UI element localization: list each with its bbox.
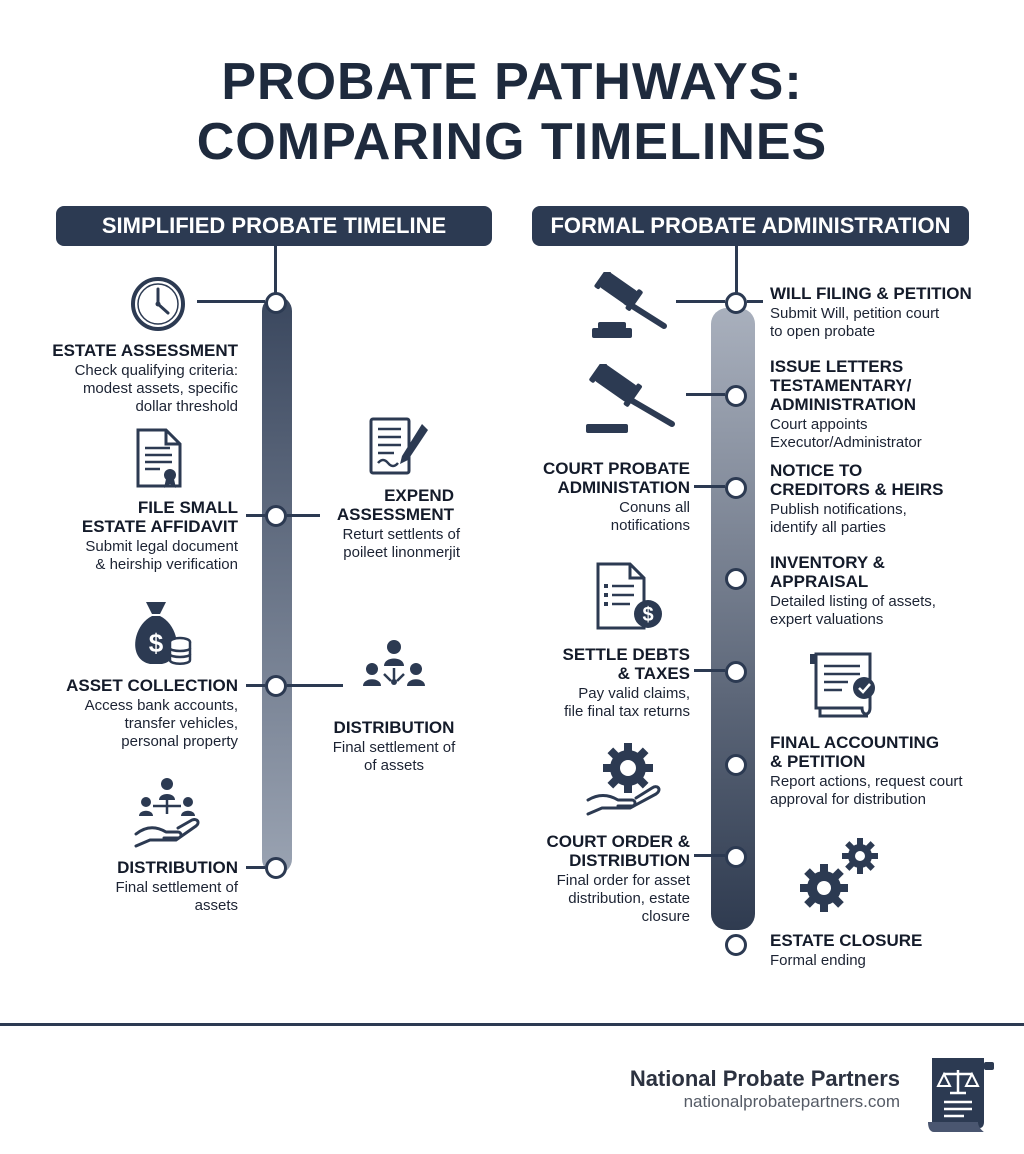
connector [694, 485, 725, 488]
svg-text:$: $ [148, 628, 164, 658]
step-title: COURT ORDER & [546, 832, 690, 851]
step-title: DISTRIBUTION [117, 858, 238, 877]
step-title: CREDITORS & HEIRS [770, 480, 944, 499]
simplified-timeline-bar [262, 296, 292, 874]
timeline-node [725, 292, 747, 314]
step-description: Returt settlents of [342, 526, 460, 543]
legal-scroll-logo-icon [922, 1052, 1002, 1134]
timeline-node [725, 754, 747, 776]
step-description: Executor/Administrator [770, 434, 922, 451]
step-description: of assets [363, 757, 425, 774]
people-network-icon [362, 638, 426, 694]
timeline-node [725, 934, 747, 956]
step-description: distribution, estate [568, 890, 690, 907]
step-description: assets [194, 897, 238, 914]
step-description: Publish notifications, [770, 501, 907, 518]
connector [246, 866, 265, 869]
step-title: SETTLE DEBTS [562, 645, 690, 664]
hand-people-icon [132, 776, 202, 848]
timeline-node [725, 568, 747, 590]
footer-divider [0, 1023, 1024, 1026]
step-title: ESTATE AFFIDAVIT [81, 517, 238, 536]
hand-gear-icon [584, 742, 666, 818]
document-pen-icon [368, 416, 430, 478]
timeline-node [265, 292, 287, 314]
step-description: Submit legal document [85, 538, 238, 555]
step-description: Check qualifying criteria: [74, 362, 238, 379]
formal-timeline-header: FORMAL PROBATE ADMINISTRATION [532, 206, 969, 246]
step-title: WILL FILING & PETITION [770, 284, 972, 303]
step-description: personal property [121, 733, 238, 750]
money-bag-icon [128, 598, 192, 668]
step-title: ADMINISTATION [557, 478, 690, 497]
step-title: ASSESSMENT [336, 505, 454, 524]
connector [246, 684, 265, 687]
step-title: & PETITION [770, 752, 866, 771]
step-description: closure [641, 908, 690, 925]
simplified-timeline-header: SIMPLIFIED PROBATE TIMELINE [56, 206, 492, 246]
connector [694, 854, 725, 857]
step-description: Court appoints [770, 416, 868, 433]
step-title: COURT PROBATE [542, 459, 690, 478]
step-title: TESTAMENTARY/ [770, 376, 912, 395]
step-description: modest assets, specific [82, 380, 238, 397]
document-dollar-icon [594, 562, 666, 632]
step-description: dollar threshold [135, 398, 238, 415]
timeline-node [725, 477, 747, 499]
step-title: FILE SMALL [137, 498, 238, 517]
step-title: EXPEND [384, 486, 454, 505]
connector [686, 393, 725, 396]
page-title-line1: PROBATE PATHWAYS: [221, 53, 803, 111]
connector [197, 300, 265, 303]
step-title: APPRAISAL [770, 572, 869, 591]
step-title: NOTICE TO [770, 461, 863, 480]
step-title: DISTRIBUTION [569, 851, 690, 870]
timeline-node [265, 857, 287, 879]
step-title: & TAXES [617, 664, 690, 683]
document-seal-icon [134, 428, 184, 490]
step-description: file final tax returns [564, 703, 690, 720]
step-description: Detailed listing of assets, [770, 593, 936, 610]
step-description: to open probate [770, 323, 876, 340]
brand-url: nationalprobatepartners.com [683, 1092, 900, 1111]
gavel-icon [590, 272, 670, 342]
step-description: Formal ending [770, 952, 866, 969]
brand-name: National Probate Partners [629, 1066, 900, 1091]
certificate-icon [806, 650, 882, 720]
gears-icon [798, 836, 882, 916]
step-description: Pay valid claims, [578, 685, 690, 702]
connector [676, 300, 725, 303]
step-title: INVENTORY & [770, 553, 885, 572]
step-title: ISSUE LETTERS [770, 357, 904, 376]
step-description: Submit Will, petition court [770, 305, 940, 322]
svg-text:$: $ [642, 604, 654, 626]
step-description: Final order for asset [556, 872, 690, 889]
step-description: Final settlement of [115, 879, 238, 896]
connector [747, 300, 763, 303]
step-title: FINAL ACCOUNTING [770, 733, 940, 752]
left-connector [274, 246, 277, 298]
step-description: identify all parties [770, 519, 886, 536]
step-description: notifications [610, 517, 690, 534]
timeline-node [265, 505, 287, 527]
step-title: ADMINISTRATION [770, 395, 917, 414]
step-description: approval for distribution [770, 791, 926, 808]
step-title: ESTATE CLOSURE [770, 931, 923, 950]
page-title-line2: COMPARING TIMELINES [196, 113, 828, 171]
step-description: Report actions, request court [770, 773, 963, 790]
step-description: Access bank accounts, [84, 697, 238, 714]
timeline-node [725, 846, 747, 868]
step-description: expert valuations [770, 611, 884, 628]
timeline-node [725, 385, 747, 407]
timeline-node [725, 661, 747, 683]
step-title: ASSET COLLECTION [66, 676, 238, 695]
timeline-node [265, 675, 287, 697]
step-description: Conuns all [619, 499, 690, 516]
connector [694, 669, 725, 672]
clock-icon [128, 274, 188, 334]
step-description: & heirship verification [95, 556, 238, 573]
step-description: poileet linonmerjit [343, 544, 460, 561]
step-title: ESTATE ASSESSMENT [52, 341, 238, 360]
connector [246, 514, 265, 517]
step-description: Final settlement of [332, 739, 456, 756]
gavel-icon [584, 364, 676, 436]
right-connector [735, 246, 738, 298]
connector [287, 684, 343, 687]
step-description: transfer vehicles, [124, 715, 238, 732]
step-title: DISTRIBUTION [333, 718, 455, 737]
